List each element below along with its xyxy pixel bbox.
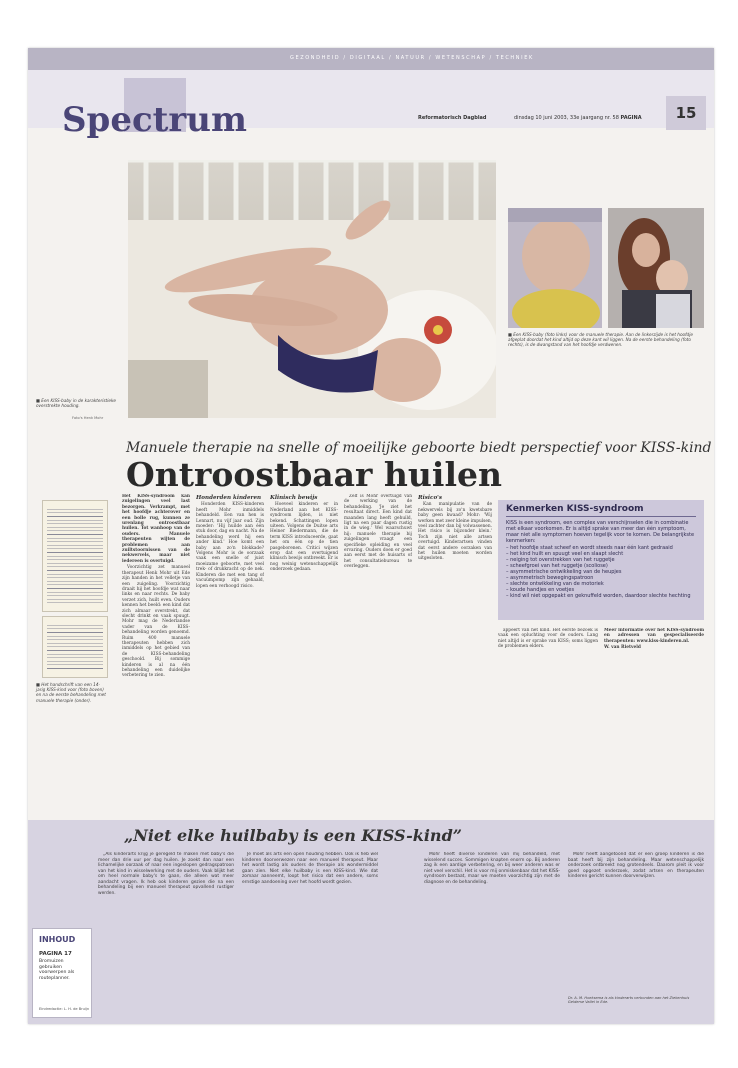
section-heading: Klinisch bewijs (270, 495, 318, 501)
kiss-box-item: – het kind huilt en spuugt veel en slaapt slecht (506, 551, 696, 557)
kiss-box-divider (506, 516, 696, 517)
section-heading: Risico's (418, 495, 443, 501)
article-column-5 (418, 494, 492, 812)
quote-paragraph: Je moet als arts een open houding hebben. Ook ik heb wel kinderen doorverwezen naar een manueel therapeut. Maar het wordt lastig als ouders de therapie als wondermiddel gaan zien. Niet elke huilbaby is een KISS-kind. Wie dat zomaar aanneemt, loopt het risico dat een andere, soms ernstige aandoening over het hoofd wordt gezien. (242, 852, 378, 885)
section-list: GEZONDHEID / DIGITAAL / NATUUR / WETENSCHAP / TECHNIEK (290, 55, 534, 61)
kiss-box-intro: KISS is een syndroom, een complex van verschijnselen die in combinatie met elkaar voorkomen. Er is altijd sprake van meer dan één symptoom, maar niet alle symptomen hoeven tegelijk voor te komen. De belangrijkste kenmerken: (506, 520, 695, 544)
kiss-box-item: – koude handjes en voetjes (506, 587, 696, 593)
main-photo-caption-text: Een KISS-baby in de karakteristieke overstrekte houding. (36, 398, 116, 409)
masthead-title: Spectrum (62, 100, 247, 140)
article-paragraph: Kan manipulatie van de nekwervels bij zo'n kwetsbare baby geen kwaad? Mohr: 'Wij werken met zeer kleine impulsen, veel zachter dan bij volwassenen. Het risico is bijzonder klein.' Toch zijn niet alle artsen overtuigd. Kinderartsen vinden dat eerst andere oorzaken van het huilen moeten worden uitgesloten. (418, 502, 492, 562)
article-column-6 (498, 628, 598, 812)
page-number: 15 (666, 96, 706, 130)
quote-author-caption: Dr. A. M. Hoeksema is als kinderarts verbonden aan het Ziekenhuis Gelderse Vallei in Ede. (568, 996, 690, 1005)
bullet-icon: ■ (36, 398, 42, 403)
quote-paragraph: Mohr heeft aangetoond dat er een groep kinderen is die baat heeft bij zijn behandeling. Maar wetenschappelijk onderzoek ontbreekt nog grotendeels. Daarom pleit ik voor goed opgezet onderzoek, zodat artsen en therapeuten kinderen gericht kunnen doorverwijzen. (568, 852, 704, 879)
kiss-box-list (506, 545, 696, 599)
main-photo (128, 160, 496, 418)
dateline-text: dinsdag 10 juni 2003, 33e jaargang nr. 58 (514, 115, 619, 121)
handwriting-lines (47, 622, 103, 672)
kiss-box-item: – asymmetrisch bewegingspatroon (506, 575, 696, 581)
article-column-7 (604, 628, 704, 812)
article-paragraph: Voorzichtig zet manueel therapeut Henk Mohr uit Ede zijn handen in het velletje van een zuigeling. Voorzichtig draait hij het hoofdje wat naar links en naar rechts. De baby verzet zich, huilt even. Ouders kennen het beeld: een kind dat zich almaar overstrekt, dat slecht drinkt en vaak spuugt. Mohr mag de Nederlandse vader van de KISS-behandeling worden genoemd. Ruim 400 manuele therapeuten hebben zich inmiddels op het gebied van de KISS-behandeling geschoold. Bij sommige kinderen is al na één behandeling een duidelijke verbetering te zien. (122, 565, 190, 679)
kiss-box-item: – neiging tot overstrekken van het ruggetje (506, 557, 696, 563)
dateline (514, 115, 642, 121)
article-paragraph: Hoeveel kinderen er in Nederland aan het KISS-syndroom lijden, is niet bekend. Schattingen lopen uiteen. Volgens de Duitse arts Heiner Biedermann, die de term KISS introduceerde, gaat het om één op de tien pasgeborenen. Critici wijzen erop dat een overtuigend klinisch bewijs ontbreekt. Er is nog weinig wetenschappelijk onderzoek gedaan. (270, 502, 338, 573)
article-headline: Ontroostbaar huilen (126, 455, 502, 494)
masthead (28, 70, 714, 140)
kiss-box-item: – het hoofdje staat scheef en wordt steeds naar één kant gedraaid (506, 545, 696, 551)
article-paragraph: appeert van het kind. Het eerste bezoek is vaak een opluchting voor de ouders. Lang niet altijd is er sprake van KISS; soms liggen de problemen elders. (498, 628, 598, 650)
section-band (28, 48, 714, 70)
author-name: W. van Rietveld (604, 645, 641, 651)
photo-credit: Foto's Henk Mohr (72, 416, 104, 420)
quote-column-3 (424, 852, 560, 1018)
side-photo-caption-text: Een KISS-baby (foto links) voor de manuele therapie. Aan de linkerzijde is het hoofdje afgeplat doordat het kind altijd op deze kant wil liggen. Na de eerste behandeling (foto rechts), is de dwangstand van het hoofdje verdwenen. (508, 332, 693, 348)
contents-title: INHOUD (39, 935, 76, 944)
kiss-box-title: Kenmerken KISS-syndroom (506, 504, 644, 514)
notebook-after-image (42, 616, 108, 678)
contents-box (32, 928, 92, 1018)
contents-teaser: Bromuizen gebruiken voorwerpen als routeplanner. (39, 959, 75, 981)
quote-paragraph: Mohr heeft diverse kinderen van mij behandeld, met wisselend succes. Sommigen knapten enorm op. Bij anderen zag ik een aardige verbetering, en bij weer anderen was er niet veel verschil. Het is voor mij onmiskenbaar dat het KISS-syndroom bestaat, maar we moeten voorzichtig zijn met de diagnose en de behandeling. (424, 852, 560, 885)
article-paragraph: Zelf is Mohr overtuigd van de werking van de behandeling. 'Je ziet het resultaat direct. Een kind dat maanden lang heeft gehuild, ligt na een paar dagen rustig in de wieg.' Wel waarschuwt hij: manuele therapie bij zuigelingen vraagt een specifieke opleiding en veel ervaring. Ouders doen er goed aan eerst met de huisarts of het consultatiebureau te overleggen. (344, 494, 412, 570)
bullet-icon: ■ (36, 682, 42, 687)
kiss-box-item: – kind wil niet opgepakt en geknuffeld worden, daardoor slechte hechting (506, 593, 696, 599)
quote-title: „Niet elke huilbaby is een KISS-kind” (124, 826, 462, 845)
notebook-caption (36, 682, 108, 703)
notebook-caption-text: Het handschrift van een 14-jarig KISS-kind voor (foto boven) en na de eerste behandeling met manuele therapie (onder). (36, 682, 106, 703)
main-photo-caption (36, 398, 122, 408)
contents-page: PAGINA 17 (39, 951, 72, 957)
info-note: Meer informatie over het KISS-syndroom en adressen van gespecialiseerde therapeuten: www.kiss-kinderen.nl. (604, 628, 704, 644)
handwriting-lines (47, 506, 103, 606)
page-label: PAGINA (620, 115, 642, 121)
notebook-before-image (42, 500, 108, 612)
kiss-box-body (506, 520, 696, 599)
kiss-box-item: – scheefgroei van het ruggetje (scoliose) (506, 563, 696, 569)
quote-column-2 (242, 852, 378, 1018)
kiss-box-item: – slechte ontwikkeling van de motoriek (506, 581, 696, 587)
newspaper-page (28, 48, 714, 1024)
side-photo-after (608, 208, 704, 328)
kiss-characteristics-box (498, 500, 704, 620)
bullet-icon: ■ (508, 332, 514, 337)
publisher-logo: Reformatorisch Dagblad (418, 115, 487, 121)
quote-column-1 (98, 852, 234, 1018)
article-column-2 (196, 494, 264, 812)
kiss-box-item: – asymmetrische ontwikkeling van de heupjes (506, 569, 696, 575)
quote-paragraph: „Als kinderarts krijg je geregeld te maken met baby's die meer dan drie uur per dag huilen. Je zoekt dan naar een lichamelijke oorzaak of naar een ingeslopen gedragspatroon van het kind in wisselwerking met de ouders. Vaak blijkt het om heel normale baby's te gaan, die alleen wat meer aandacht vragen. Ik heb ook kinderen gezien die na een behandeling bij een manueel therapeut opvallend rustiger werden. (98, 852, 234, 896)
quote-column-4 (568, 852, 704, 992)
article-subtitle: Manuele therapie na snelle of moeilijke geboorte biedt perspectief voor KISS-kind (126, 440, 712, 456)
article-column-1 (122, 494, 190, 812)
section-heading: Honderden kinderen (196, 495, 262, 501)
side-photo-before (508, 208, 602, 328)
article-column-3 (270, 494, 338, 812)
article-column-4 (344, 494, 412, 812)
article-lead: Het KISS-syndroom kan zuigelingen veel last bezorgen. Verkrampt, met het hoofdje achterover en een bolle rug, kunnen ze urenlang ontroostbaar huilen. Tot wanhoop van de ouders. Manuele therapeuten wijten de problemen aan zuiltstoornissen van de nekwervels, maar niet iedereen is overtuigd. (122, 494, 190, 564)
editor-credit: Eindredactie: L. H. de Bruijn (39, 1007, 90, 1011)
side-photo-caption (508, 332, 704, 348)
article-paragraph: Honderden KISS-kinderen heeft Mohr inmiddels behandeld. Een van hen is Lennart, nu vijf jaar oud. Zijn moeder: 'Hij huilde aan één stuk door, dag en nacht. Na de behandeling werd hij een ander kind.' Hoe komt een baby aan zo'n blokkade? Volgens Mohr is de oorzaak vaak een snelle of juist moeizame geboorte, met veel trek- of drukkracht op de nek. Kinderen die met een tang of vacuümpomp zijn gehaald, lopen een verhoogd risico. (196, 502, 264, 589)
